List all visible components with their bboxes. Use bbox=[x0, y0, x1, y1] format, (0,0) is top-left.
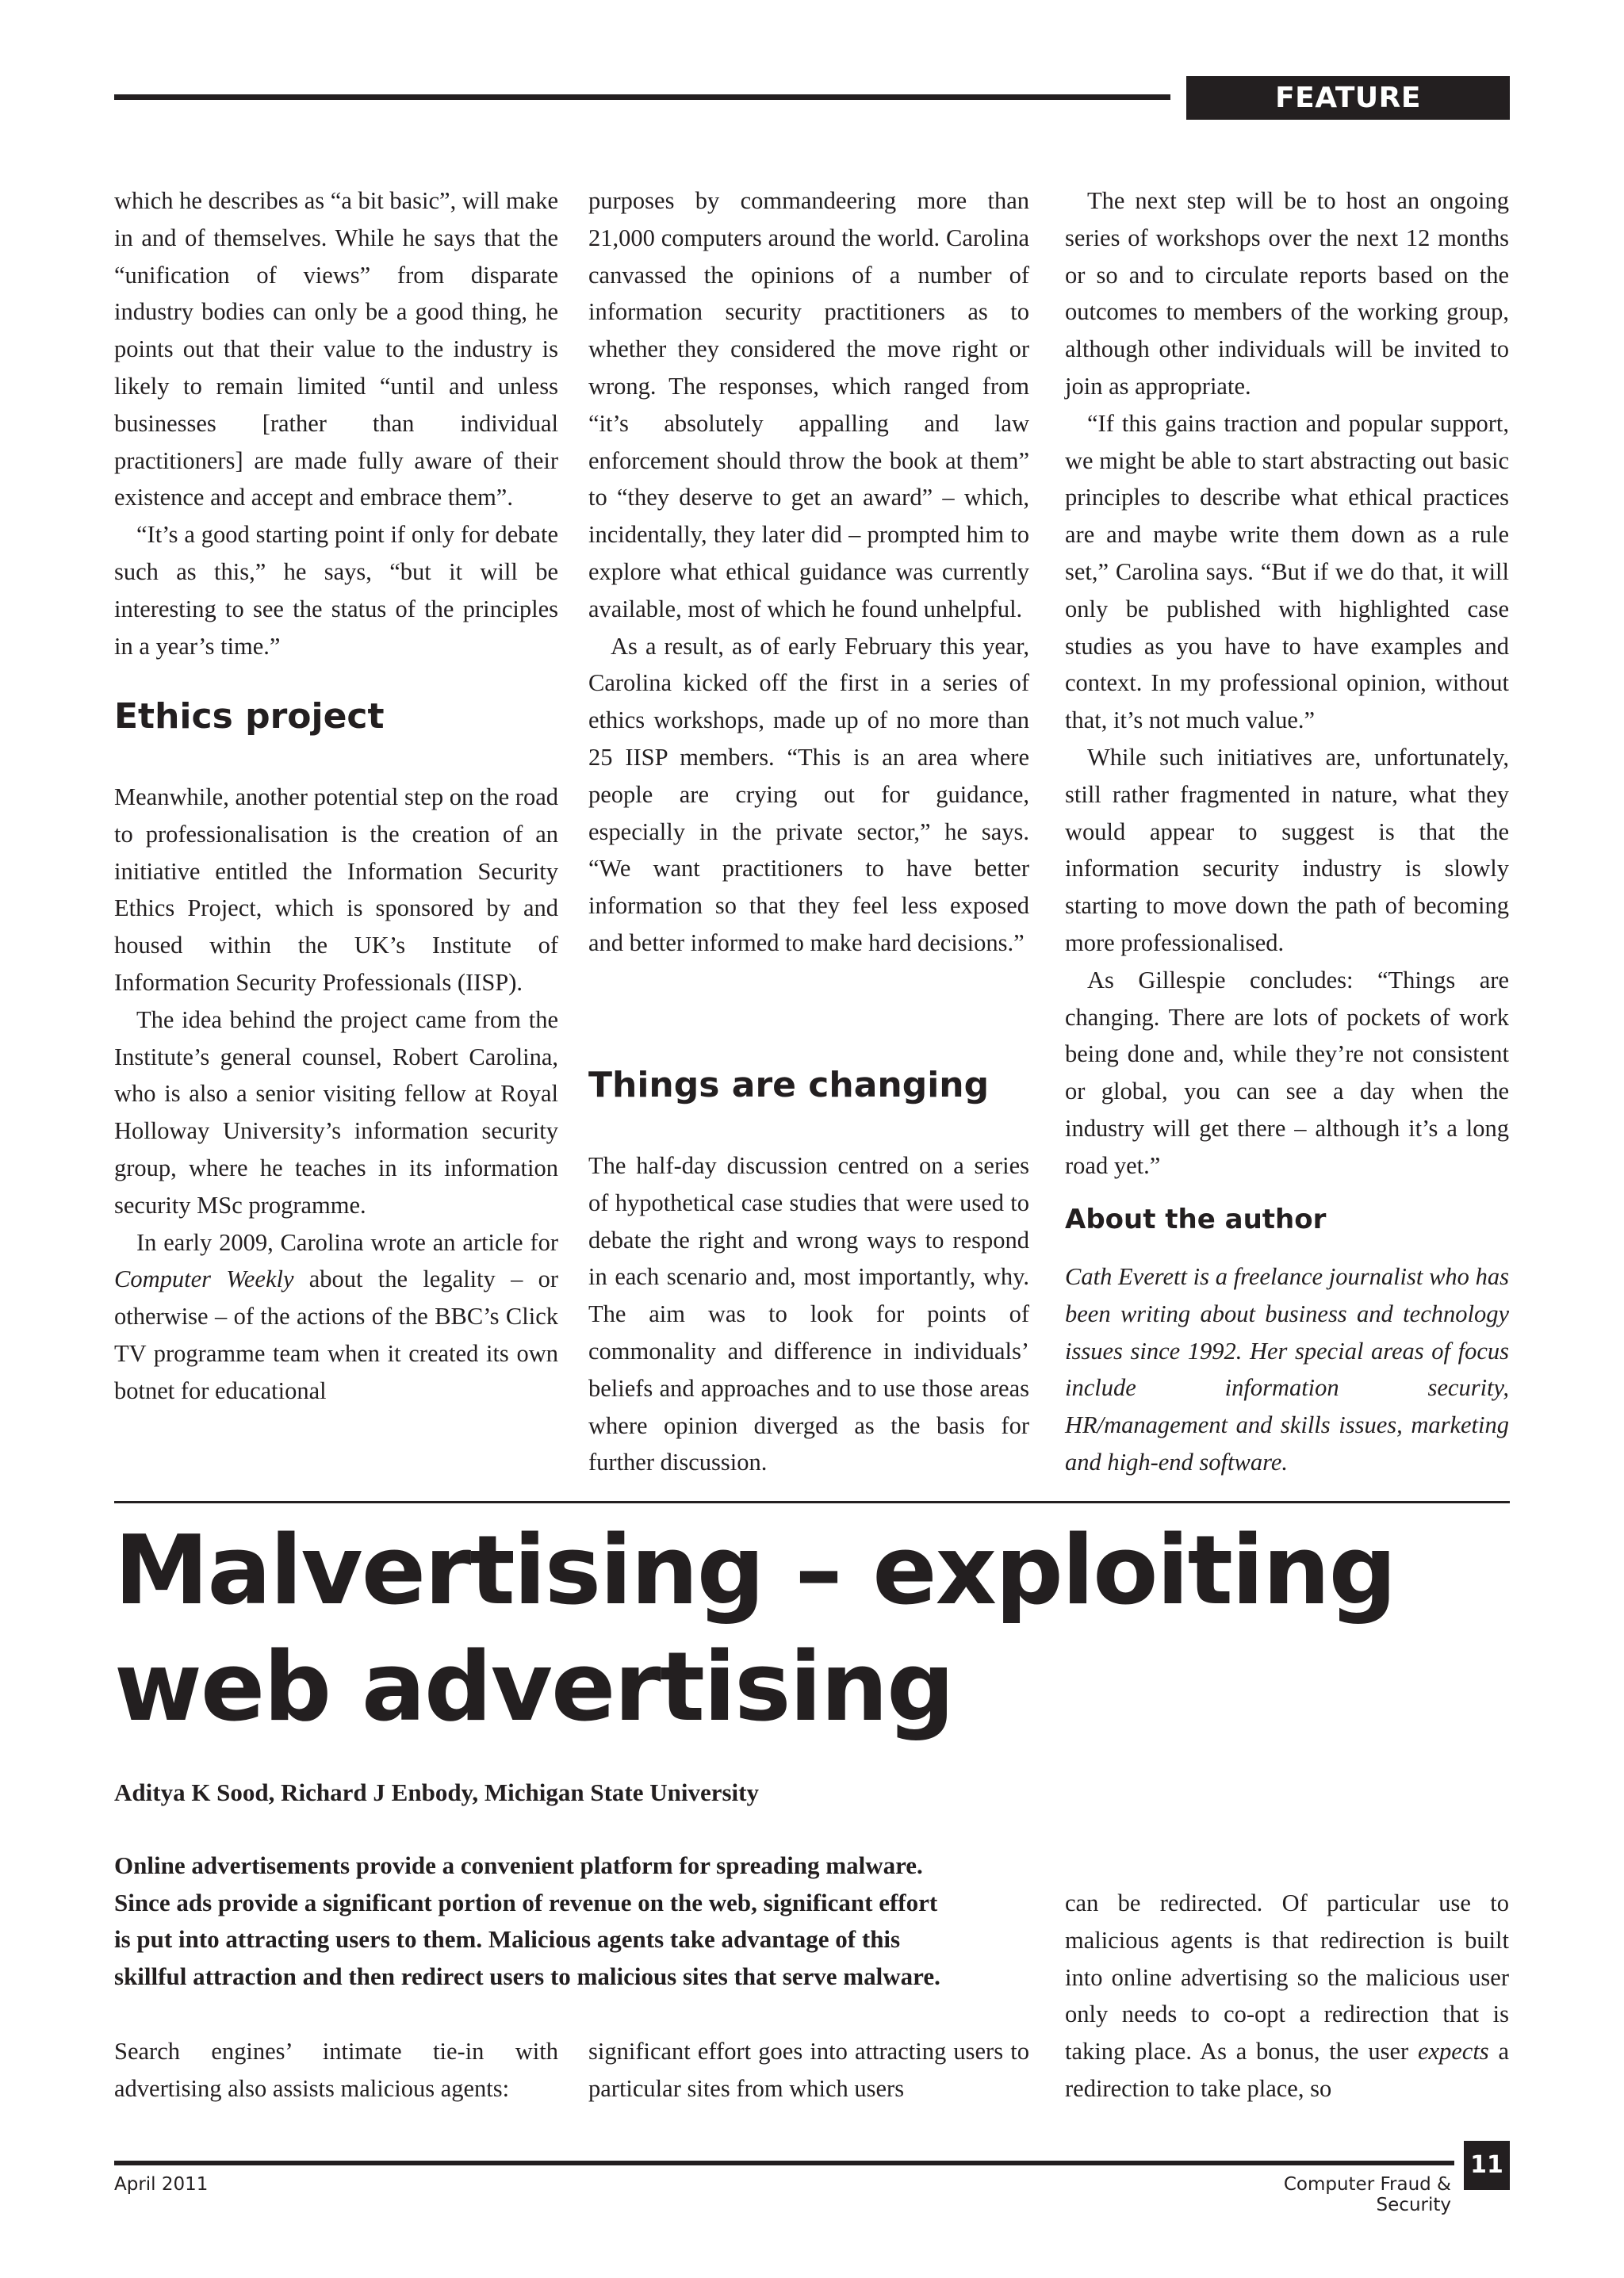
column-2-top bbox=[588, 182, 1029, 962]
paragraph: purposes by commandeering more than 21,000 computers around the world. Carolina canvassed the opinions of a number of information security practitioners as to whether they considered the move right or wrong. The responses, which ranged from “it’s absolutely appalling and law enforcement should throw the book at them” to “they deserve to get an award” – which, incidentally, they later did – prompted him to explore what ethical guidance was currently available, most of which he found unhelpful. bbox=[588, 187, 1029, 622]
header-rule bbox=[114, 94, 1170, 100]
article-authors: Aditya K Sood, Richard J Enbody, Michigan State University bbox=[114, 1778, 759, 1806]
heading-ethics-project-block bbox=[114, 696, 558, 737]
paragraph: “It’s a good starting point if only for debate such as this,” he says, “but it will be interesting to see the status of the principles in a year’s time.” bbox=[114, 521, 558, 660]
article-divider bbox=[114, 1501, 1510, 1503]
subsection-heading: About the author bbox=[1065, 1204, 1327, 1235]
paragraph: While such initiatives are, unfortunately, still rather fragmented in nature, what they would appear to suggest is that the information security industry is slowly starting to move down the path of becoming more professionalised. bbox=[1065, 743, 1509, 956]
footer-rule bbox=[114, 2161, 1454, 2165]
publication-name: Computer Weekly bbox=[114, 1265, 294, 1293]
paragraph: As a result, as of early February this year, Carolina kicked off the first in a series of ethics workshops, made up of no more than 25 IISP members. “This is an area where people are crying out for guidance, especially in the private sector,” he says. “We want practitioners to have better information so that they feel less exposed and better informed to make hard decisions.” bbox=[588, 632, 1029, 956]
paragraph: “If this gains traction and popular support, we might be able to start abstracting out basic principles to describe what ethical practices are and maybe write them down as a rule set,” Carolina says. “But if we do that, it will only be published with highlighted case studies as you have to have examples and context. In my professional opinion, without that, it’s not much value.” bbox=[1065, 409, 1509, 734]
section-heading: Ethics project bbox=[114, 696, 385, 737]
paragraph: significant effort goes into attracting users to particular sites from which users bbox=[588, 2038, 1029, 2102]
author-bio-block bbox=[1065, 1258, 1509, 1481]
paragraph: can be redirected. Of particular use to malicious agents is that redirection is built into online advertising so the malicious user only needs to co-opt a redirection that is taking place. As a bonus, the user expects a redirection to take place, so bbox=[1065, 1889, 1509, 2102]
about-author-block bbox=[1065, 1204, 1509, 1235]
article-abstract: Online advertisements provide a convenient platform for spreading malware. Since ads provide a significant portion of revenue on the web, significant effort is put into attracting users to them. Malicious agents take advantage of this skillful attraction and then redirect users to malicious sites that serve malware. bbox=[114, 1851, 940, 1990]
column-2-body bbox=[588, 1147, 1029, 1481]
paragraph: As Gillespie concludes: “Things are changing. There are lots of pockets of work being done and, while they’re not consistent or global, you can see a day when the industry will get there – although it’s a long road yet.” bbox=[1065, 966, 1509, 1179]
heading-things-changing-block bbox=[588, 1065, 1029, 1105]
footer-journal: Computer Fraud & Security bbox=[1283, 2174, 1451, 2215]
paragraph: In early 2009, Carolina wrote an article for Computer Weekly about the legality – or otherwise – of the actions of the BBC’s Click TV programme team when it created its own botnet for educational bbox=[114, 1228, 558, 1404]
article-title-line: Malvertising – exploiting bbox=[114, 1516, 1396, 1626]
article-body-col-1 bbox=[114, 2033, 558, 2108]
paragraph: Search engines’ intimate tie-in with advertising also assists malicious agents: bbox=[114, 2038, 558, 2102]
article-title-line: web advertising bbox=[114, 1633, 953, 1743]
paragraph: which he describes as “a bit basic”, will make in and of themselves. While he says that the “unification of views” from disparate industry bodies can only be a good thing, he points out that their value to the industry is likely to remain limited “until and unless businesses [rather than individual practitioners] are made fully aware of their existence and accept and embrace them”. bbox=[114, 187, 558, 511]
paragraph: The half-day discussion centred on a series of hypothetical case studies that were used to debate the right and wrong ways to respond in each scenario and, most importantly, why. The aim was to look for points of commonality and difference in individuals’ beliefs and approaches and to use those areas where opinion diverged as the basis for further discussion. bbox=[588, 1152, 1029, 1476]
footer-date: April 2011 bbox=[114, 2174, 209, 2195]
emphasis: expects bbox=[1417, 2038, 1489, 2066]
section-label: FEATURE bbox=[1186, 76, 1510, 120]
column-1-top bbox=[114, 182, 558, 664]
section-heading: Things are changing bbox=[588, 1065, 990, 1105]
column-3-top bbox=[1065, 182, 1509, 1185]
paragraph: The idea behind the project came from the Institute’s general counsel, Robert Carolina, who is also a senior visiting fellow at Royal Holloway University’s information security group, where he teaches in its information security MSc programme. bbox=[114, 1005, 558, 1219]
page-number: 11 bbox=[1464, 2141, 1510, 2190]
paragraph: Meanwhile, another potential step on the road to professionalisation is the creation of an initiative entitled the Information Security Ethics Project, which is sponsored by and housed within the UK’s Institute of Information Security Professionals (IISP). bbox=[114, 783, 558, 996]
column-1-body bbox=[114, 779, 558, 1410]
article-body-col-3 bbox=[1065, 1885, 1509, 2108]
article-title bbox=[114, 1513, 1462, 1746]
paragraph: The next step will be to host an ongoing series of workshops over the next 12 months or so and to circulate reports based on the outcomes to members of the working group, although other individuals will be invited to join as appropriate. bbox=[1065, 187, 1509, 400]
author-bio: Cath Everett is a freelance journalist who has been writing about business and technology issues since 1992. Her special areas of focus include information security, HR/management and skills issues, marketing and high-end software. bbox=[1065, 1263, 1509, 1476]
article-body-col-2 bbox=[588, 2033, 1029, 2108]
